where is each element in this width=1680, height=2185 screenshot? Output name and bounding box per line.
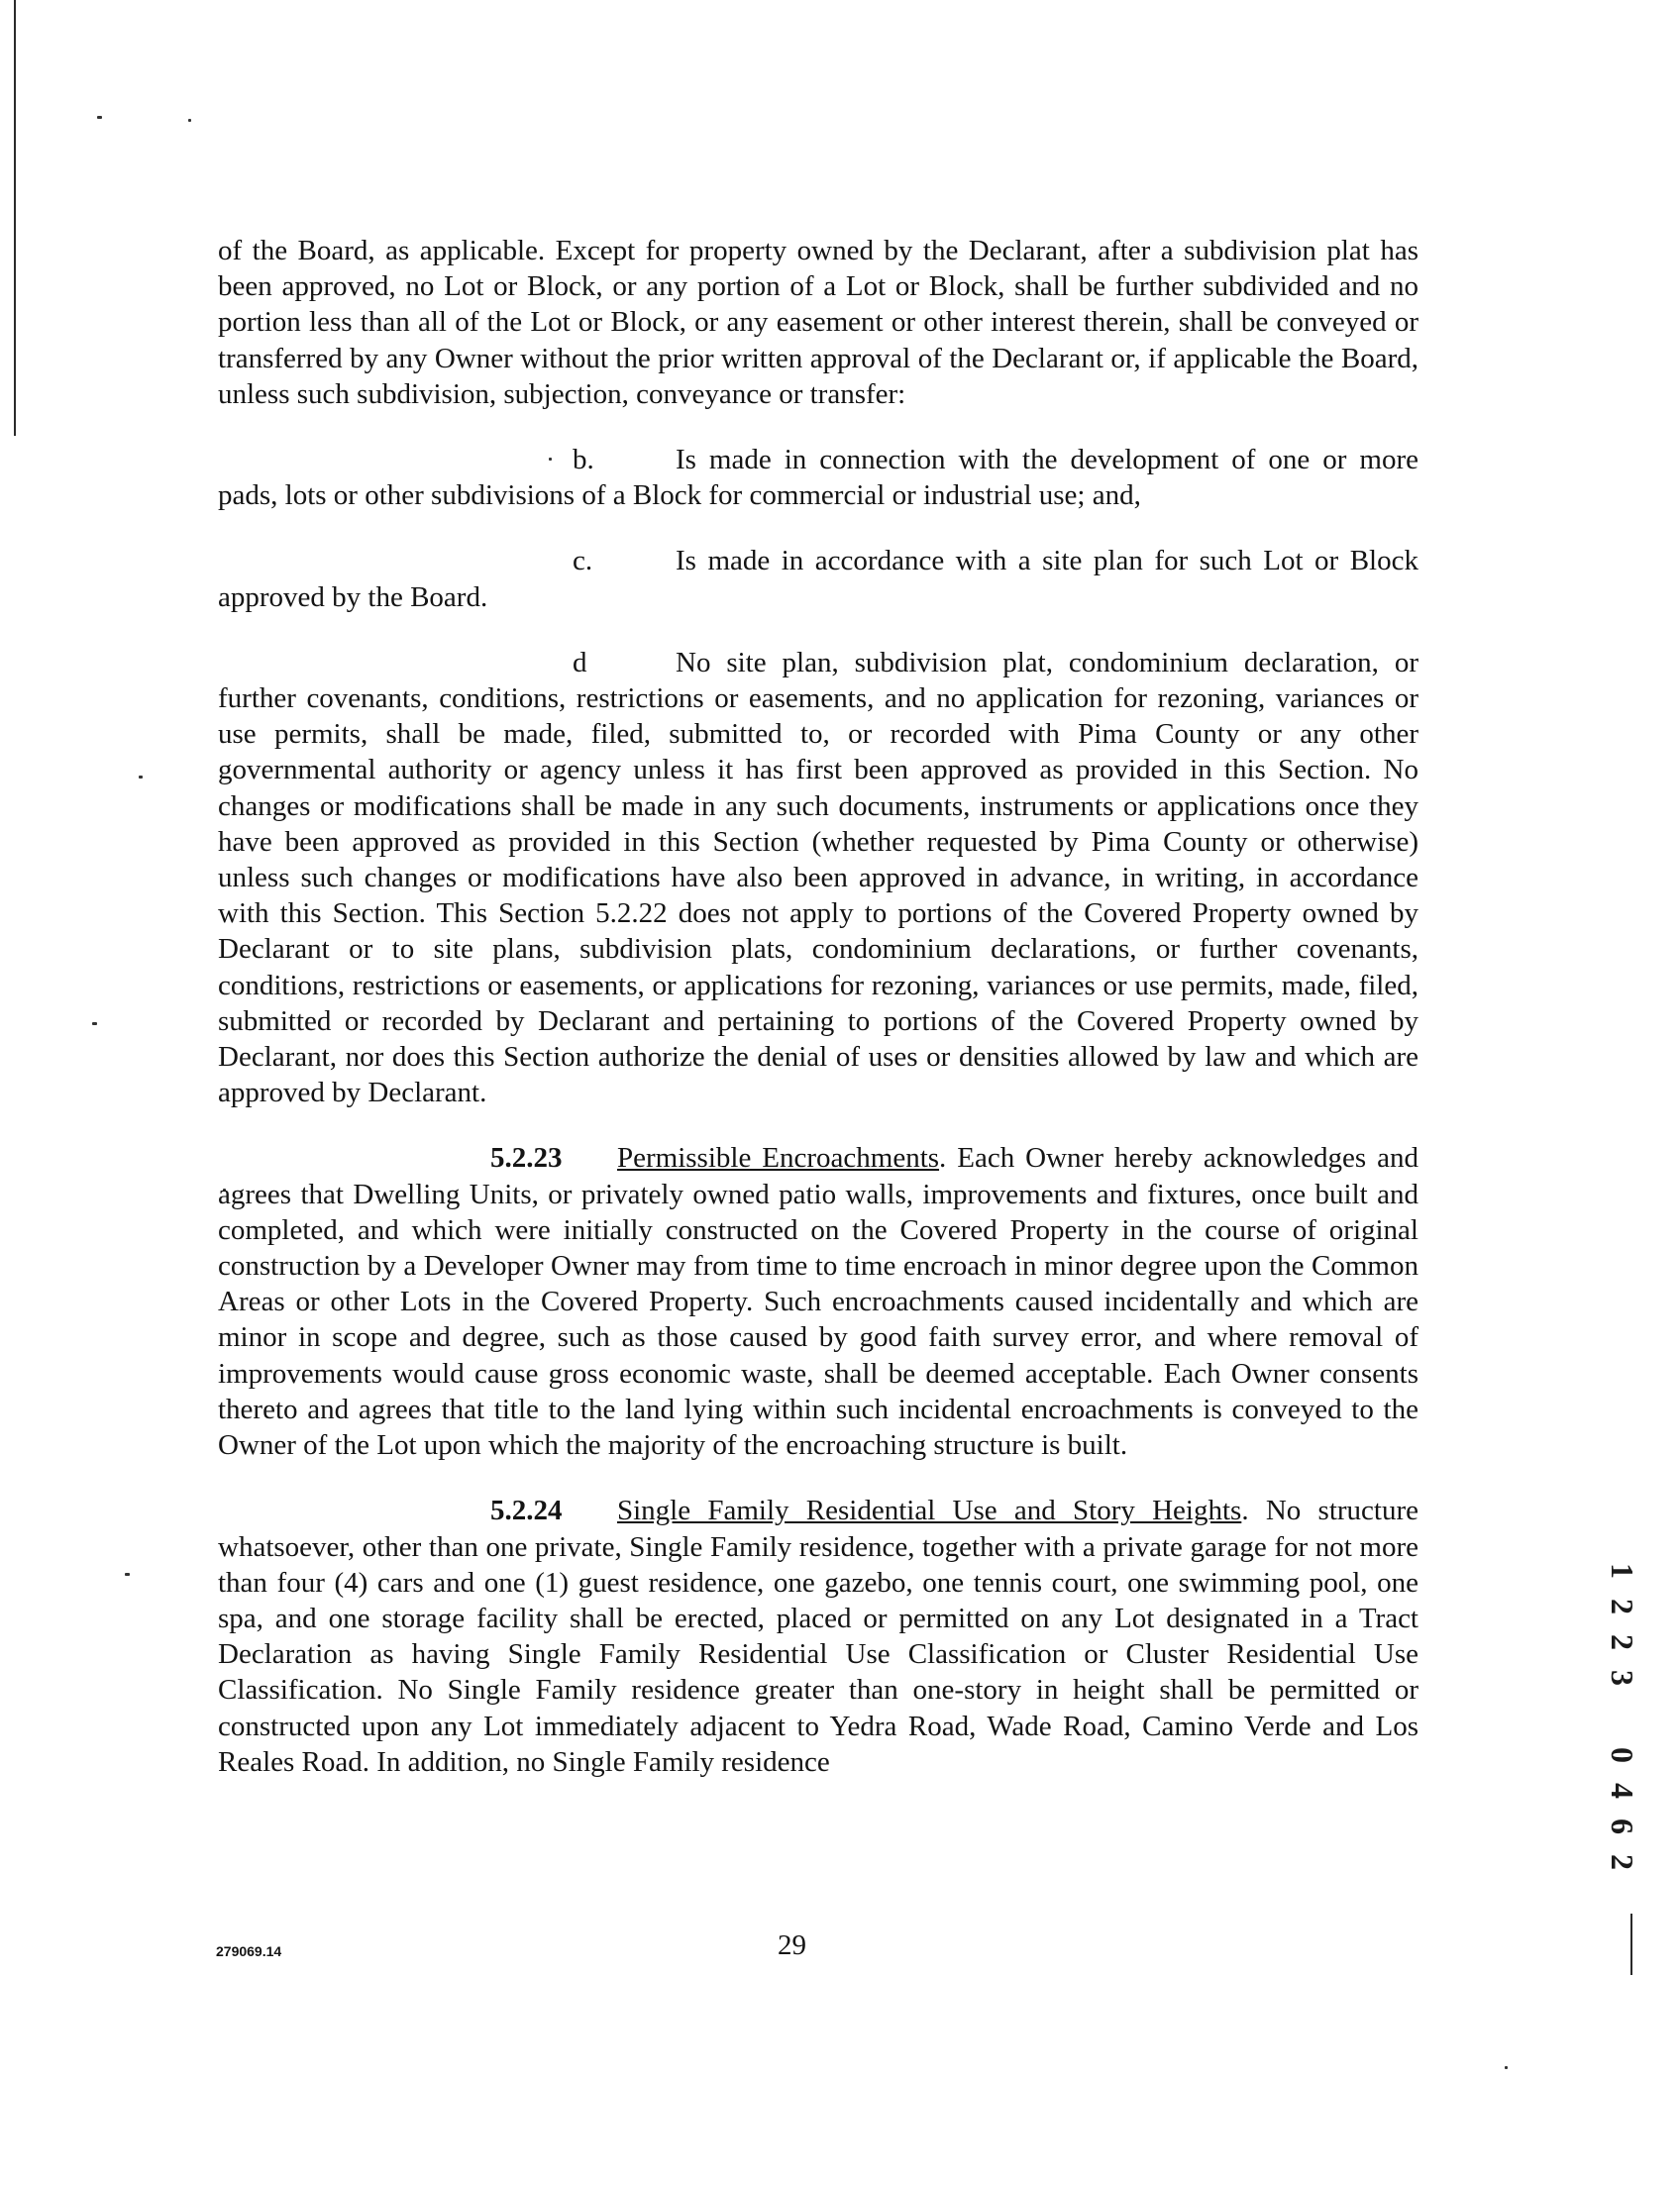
section-5-2-23-text: . Each Owner hereby acknowledges and agrees that Dwelling Units, or privately owned patio walls, improvements and fixtures, once built and completed, and which were initially constructed on the Covered Property in the course of original construction by a Developer Owner may from time to time encroach in minor degree upon the Common Areas or other Lots in the Covered Property. Such encroachments caused incidentally and which are minor in scope and degree, such as those caused by good faith survey error, and where removal of improvements would cause gross economic waste, shall be deemed acceptable. Each Owner consents thereto and agrees that title to the land lying within such incidental encroachments is conveyed to the Owner of the Lot upon which the majority of the encroaching structure is built. <box>218 1142 1418 1462</box>
item-d-label: d <box>573 646 587 678</box>
scan-speck <box>92 1022 97 1025</box>
page-number: 29 <box>778 1929 806 1961</box>
item-b-label: b. <box>573 444 594 476</box>
section-5-2-23-heading: Permissible Encroachments <box>617 1142 940 1175</box>
stamp-digit: 2 <box>1605 1854 1640 1870</box>
section-5-2-24-paragraph <box>218 1493 1418 1780</box>
item-b-paragraph <box>218 442 1418 513</box>
intro-paragraph: of the Board, as applicable. Except for property owned by the Declarant, after a subdivision plat has been approved, no Lot or Block, or any portion of a Lot or Block, shall be further subdivided and no portion less than all of the Lot or Block, or any easement or other interest therein, shall be conveyed or transferred by any Owner without the prior written approval of the Declarant or, if applicable the Board, unless such subdivision, subjection, conveyance or transfer: <box>218 235 1418 410</box>
recording-stamp-bottom <box>1603 1737 1642 1880</box>
stamp-digit: 2 <box>1605 1634 1640 1650</box>
scan-speck <box>139 776 143 779</box>
scan-speck <box>125 1573 130 1576</box>
stamp-digit: 6 <box>1605 1819 1640 1834</box>
item-c-text: Is made in accordance with a site plan for such Lot or Block approved by the Board. <box>218 545 1418 613</box>
item-d-paragraph <box>218 645 1418 1111</box>
stamp-digit: 1 <box>1605 1563 1640 1579</box>
section-5-2-23-number: 5.2.23 <box>490 1142 563 1175</box>
section-5-2-24-number: 5.2.24 <box>490 1495 563 1527</box>
section-5-2-23-paragraph <box>218 1140 1418 1463</box>
document-id: 279069.14 <box>216 1943 282 1959</box>
scan-speck <box>97 116 102 119</box>
scan-speck <box>1505 2066 1508 2069</box>
stamp-digit: 2 <box>1605 1599 1640 1614</box>
section-5-2-24-text: . No structure whatsoever, other than one private, Single Family residence, together with a private garage for not more than four (4) cars and one (1) guest residence, one gazebo, one tennis court, one swimming pool, one spa, and one storage facility shall be erected, placed or permitted on any Lot designated in a Tract Declaration as having Single Family Residential Use Classification or Cluster Residential Use Classification. No Single Family residence greater than one-story in height shall be permitted or constructed upon any Lot immediately adjacent to Yedra Road, Wade Road, Camino Verde and Los Reales Road. In addition, no Single Family residence <box>218 1495 1418 1778</box>
item-c-paragraph <box>218 543 1418 614</box>
section-5-2-24-heading: Single Family Residential Use and Story Heights <box>617 1495 1242 1527</box>
scan-edge-line-right <box>1630 1914 1632 1975</box>
stamp-digit: 3 <box>1605 1670 1640 1686</box>
document-body <box>218 233 1418 1780</box>
item-c-label: c. <box>573 545 593 577</box>
item-b-text: Is made in connection with the development of one or more pads, lots or other subdivisions of a Block for commercial or industrial use; and, <box>218 444 1418 512</box>
stamp-digit: 4 <box>1605 1783 1640 1799</box>
recording-stamp-top <box>1603 1553 1642 1696</box>
item-d-text: No site plan, subdivision plat, condominium declaration, or further covenants, conditions, restrictions or easements, and no application for rezoning, variances or use permits, shall be made, filed, submitted to, or recorded with Pima County or any other governmental authority or agency unless it has first been approved as provided in this Section. No changes or modifications shall be made in any such documents, instruments or applications once they have been approved as provided in this Section (whether requested by Pima County or otherwise) unless such changes or modifications have also been approved in advance, in writing, in accordance with this Section. This Section 5.2.22 does not apply to portions of the Covered Property owned by Declarant or to site plans, subdivision plats, condominium declarations, or further covenants, conditions, restrictions or easements, or applications for rezoning, variances or use permits, made, filed, submitted or recorded by Declarant and pertaining to portions of the Covered Property owned by Declarant, nor does this Section authorize the denial of uses or densities allowed by law and which are approved by Declarant. <box>218 646 1418 1109</box>
stamp-digit: 0 <box>1605 1747 1640 1763</box>
recording-stamp <box>1603 1553 1642 1880</box>
scan-speck <box>188 119 191 122</box>
scan-edge-line-left <box>14 0 16 436</box>
